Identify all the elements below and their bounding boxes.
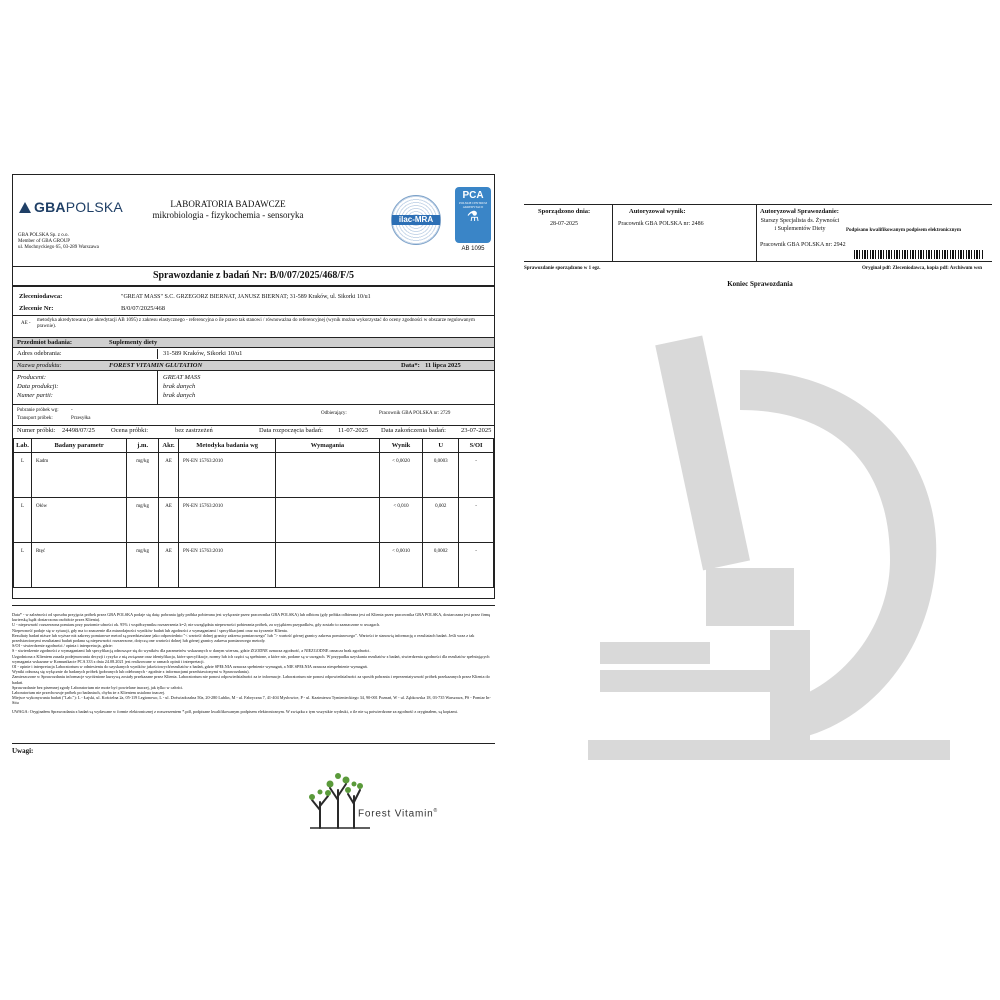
transport-label: Transport próbek: — [17, 416, 53, 421]
producer-label: Producent: — [17, 374, 46, 381]
col-parameter: Badany parametr — [31, 439, 126, 452]
report-title: Sprawozdanie z badań Nr: B/0/07/2025/468/F/5 — [13, 267, 494, 287]
divider — [756, 205, 757, 262]
remarks-label: Uwagi: — [12, 747, 34, 755]
remarks-divider — [12, 743, 495, 744]
copies-note: Sprawozdanie sporządzono w 1 egz. — [524, 266, 601, 271]
col-uncertainty: U — [423, 439, 459, 452]
pca-accreditation-logo: PCA POLSKIE CENTRUM AKREDYTACJI ⚗ — [455, 187, 491, 243]
test-report — [12, 174, 495, 599]
end-of-report: Koniec Sprawozdania — [727, 280, 793, 288]
authorized-value: Pracownik GBA POLSKA nr: 2486 — [618, 221, 704, 227]
ae-code: AE - — [21, 321, 31, 326]
report-authorized-role: Starszy Specjalista ds. Żywności i Suplementów Diety — [760, 218, 840, 232]
sampling-method-value: - — [71, 408, 73, 413]
brand-name: Forest Vitamin® — [358, 808, 438, 820]
results-table — [13, 439, 494, 588]
client-label: Zleceniodawca: — [19, 293, 63, 300]
assessment-value: bez zastrzeżeń — [175, 427, 213, 434]
microscope-watermark-icon — [560, 330, 1000, 760]
footnotes-divider — [12, 605, 495, 606]
divider — [612, 205, 613, 262]
accreditation-number: AB 1095 — [461, 246, 485, 252]
end-date-value: 23-07-2025 — [461, 427, 492, 434]
footnotes: Data* - w zależności od sposobu przyjęcia próbek przez GBA POLSKA podaje się datę: pobrania (gdy próbka pobierana jest wyłącznie przez pracownika GBA POLSKA) lub odbioru (gdy próbka odbierana jest od Klienta przez pracownika GBA POLSKA, dostarczana jest przez firmę kurierską bądź dostarczona osobiście przez Klienta). U - niepewność rozszerzona pomiaru przy poziomie ufności ok. 95% i współczynniku rozszerzenia k=2; nie uwzględnia niepewności pobierania próbek, za wyjątkiem przypadków, gdy zostało to zaznaczone w uwagach. Niepewność podaje się w sytuacji, gdy ma to znaczenie dla miarodajności wyników badań lub zgodności z wymaganiami / specyfikacjami oraz na życzenie Klienta. Rezultaty badań niższe lub wyższe niż zakresy pomiarowe metod są przedstawiane jako odpowiednio "< wartość dolnej granicy zakresu pomiarowego" lub "> wartość górnej granicy zakresu pomiarowego". Wartości te stanowią informację o rezultatach badań. Jeśli wraz z tak przedstawionymi rezultatami badań podana są niepewności rozszerzone, dotyczą one wartości dolnej lub górnej granicy zakresu pomiarowego metody. S/OI - stwierdzenie zgodności / opinia i interpretacja, gdzie: S - stwierdzenie zgodności z wymaganiami lub specyfikacją odnoszące się do wyników dla parametrów wskazanych w danym wierszu, gdzie ZGODNE oznacza zgodność, a NIEZGODNE oznacza brak zgodności. Uzgodniona z Klientem zasada podejmowania decyzji i ryzyko z nią związane oraz identyfikacja, które specyfikacje, normy lub ich części są spełnione, a które nie, podane są w uwagach. W przypadku uzyskania rezultatów z badań, stwierdzenia zgodności dla rezultatów spełniających wymagania wskazane w Komunikacie PCA 333 z dnia 24.08.2021 jest realizowane w ramach opinii i interpretacji. OI - opinie i interpretacja Laboratorium w odniesieniu do uzyskanych wyników jakościowych/rezultatów z badań, gdzie SPEŁNIA oznacza spełnienie wymagań, a NIE SPEŁNIA oznacza niespełnienie wymagań. Wyniki odnoszą się wyłącznie do badanych próbek (pobranych lub odebranych - zgodnie z informacjami przedstawionymi w Sprawozdaniu). Zamieszczone w Sprawozdaniu informacje wyróżnione kursywą zostały przekazane przez Klienta. Laboratorium nie ponosi odpowiedzialności za te informacje. Laboratorium nie ponosi odpowiedzialności za sposób pobrania i reprezentatywność próbek przekazanych przez Klienta do badań. Sprawozdanie bez pisemnej zgody Laboratorium nie może być powielane inaczej, jak tylko w całości. Laboratorium nie przechowuje próbek po badaniach, chyba że z Klientem ustalono inaczej. Miejsce wykonywania badań ("Lab."): L - Łajski, ul. Kościelna 2a, 05-119 Legionowo, L - ul. Doświadczalna 50a, 20-280 Lublin, M - ul. Fabryczna 7, 41-404 Mysłowice, P - ul. Kazimierza Tymienieckiego 34, 90-001 Poznań, W - ul. Ząbkowska 18, 03-735 Warszawa, PS - Pomiar In-Situ UWAGA: Oryginałem Sprawozdania z badań są wydawane w formie elektronicznej z rozszerzeniem *.pdf, podpisane kwalifikowanym podpisem elektronicznym. W związku z tym wszystkie wydruki, o ile nie są potwierdzone za zgodność z oryginałem, są kopiami. — [12, 612, 491, 714]
start-date-value: 11-07-2025 — [338, 427, 369, 434]
subject-band: Przedmiot badania: Suplementy diety — [13, 337, 494, 348]
ilac-mra-seal-icon: ilac-MRA — [391, 195, 441, 245]
col-lab: Lab. — [14, 439, 32, 452]
authorized-label: Autoryzował wynik: — [629, 208, 686, 215]
col-accreditation: Akr. — [159, 439, 179, 452]
col-requirements: Wymagania — [276, 439, 379, 452]
production-date-label: Data produkcji: — [17, 383, 59, 390]
table-row: L Kadm mg/kg AE PN-EN 15763:2010 < 0,0020 0,0003 - — [14, 452, 494, 497]
producer-value: GREAT MASS — [163, 374, 201, 381]
forest-vitamin-logo — [300, 762, 460, 832]
results-header-row — [14, 439, 494, 452]
signed-note: Podpisano kwalifikowanym podpisem elektronicznym — [846, 228, 962, 233]
table-row: L Rtęć mg/kg AE PN-EN 15763:2010 < 0,0010 0,0002 - — [14, 542, 494, 587]
sample-number-label: Numer próbki: — [17, 427, 56, 434]
address-label: Adres odebrania: — [17, 350, 62, 357]
address-value: 31-589 Kraków, Sikorki 10/u1 — [163, 350, 243, 357]
divider — [13, 315, 494, 316]
sample-number-value: 24498/07/25 — [62, 427, 95, 434]
gba-triangle-icon — [19, 202, 31, 213]
ae-note: metodyka akredytowana (ze akredytacji AB 1095) z zakresu elastycznego - referencyjna o ile prawo tak stanowi / równoważna do referencyjnej (wynik można wykorzystać do oceny zgodności w obszarze regulowanym prawnie). — [37, 318, 475, 329]
col-result: Wynik — [379, 439, 423, 452]
lab-title: LABORATORIA BADAWCZE mikrobiologia - fizykochemia - sensoryka — [152, 199, 304, 220]
batch-value: brak danych — [163, 392, 196, 399]
client-value: "GREAT MASS" S.C. GRZEGORZ BIERNAT, JANUSZ BIERNAT; 31-589 Kraków, ul. Sikorki 10/u1 — [121, 294, 371, 300]
report-authorized-label: Autoryzował Sprawozdanie: — [760, 208, 839, 215]
signatures-table — [524, 204, 992, 262]
receiver-value: Pracownik GBA POLSKA nr: 2729 — [379, 411, 451, 416]
report-header — [13, 175, 494, 267]
col-unit: j.m. — [127, 439, 159, 452]
gba-polska-logo: GBAPOLSKA — [19, 199, 123, 215]
flask-icon: ⚗ — [466, 210, 480, 225]
receiver-label: Odbierający: — [321, 411, 347, 416]
order-label: Zlecenie Nr: — [19, 305, 54, 312]
divider — [157, 349, 158, 359]
production-date-value: brak danych — [163, 383, 196, 390]
table-row: L Ołów mg/kg AE PN-EN 15763:2010 < 0,010 0,002 - — [14, 497, 494, 542]
prepared-label: Sporządzono dnia: — [538, 208, 591, 215]
start-date-label: Data rozpoczęcia badań: — [259, 427, 323, 434]
report-authorized-value: Pracownik GBA POLSKA nr: 2942 — [760, 242, 846, 248]
barcode — [854, 250, 984, 259]
company-address: GBA POLSKA Sp. z o.o. Member of GBA GROUP ul. Mochnyckiego 65, 03-289 Warszawa — [18, 233, 99, 250]
product-band: Nazwa produktu: FOREST VITAMIN GLUTATION Data*: 11 lipca 2025 — [13, 360, 494, 371]
prepared-value: 28-07-2025 — [550, 221, 578, 227]
end-date-label: Data zakończenia badań: — [381, 427, 446, 434]
divider — [13, 425, 494, 426]
transport-value: Przesyłka — [71, 416, 91, 421]
batch-label: Numer partii: — [17, 392, 53, 399]
sampling-method-label: Pobranie próbek wg: — [17, 408, 59, 413]
order-value: B/0/07/2025/468 — [121, 305, 166, 312]
col-soi: S/OI — [459, 439, 494, 452]
assessment-label: Ocena próbki: — [111, 427, 149, 434]
col-method: Metodyka badania wg — [179, 439, 276, 452]
divider — [13, 404, 494, 405]
original-note: Oryginał pdf: Zleceniodawca, kopia pdf: Archiwum wsn — [862, 266, 983, 271]
divider — [157, 371, 158, 405]
